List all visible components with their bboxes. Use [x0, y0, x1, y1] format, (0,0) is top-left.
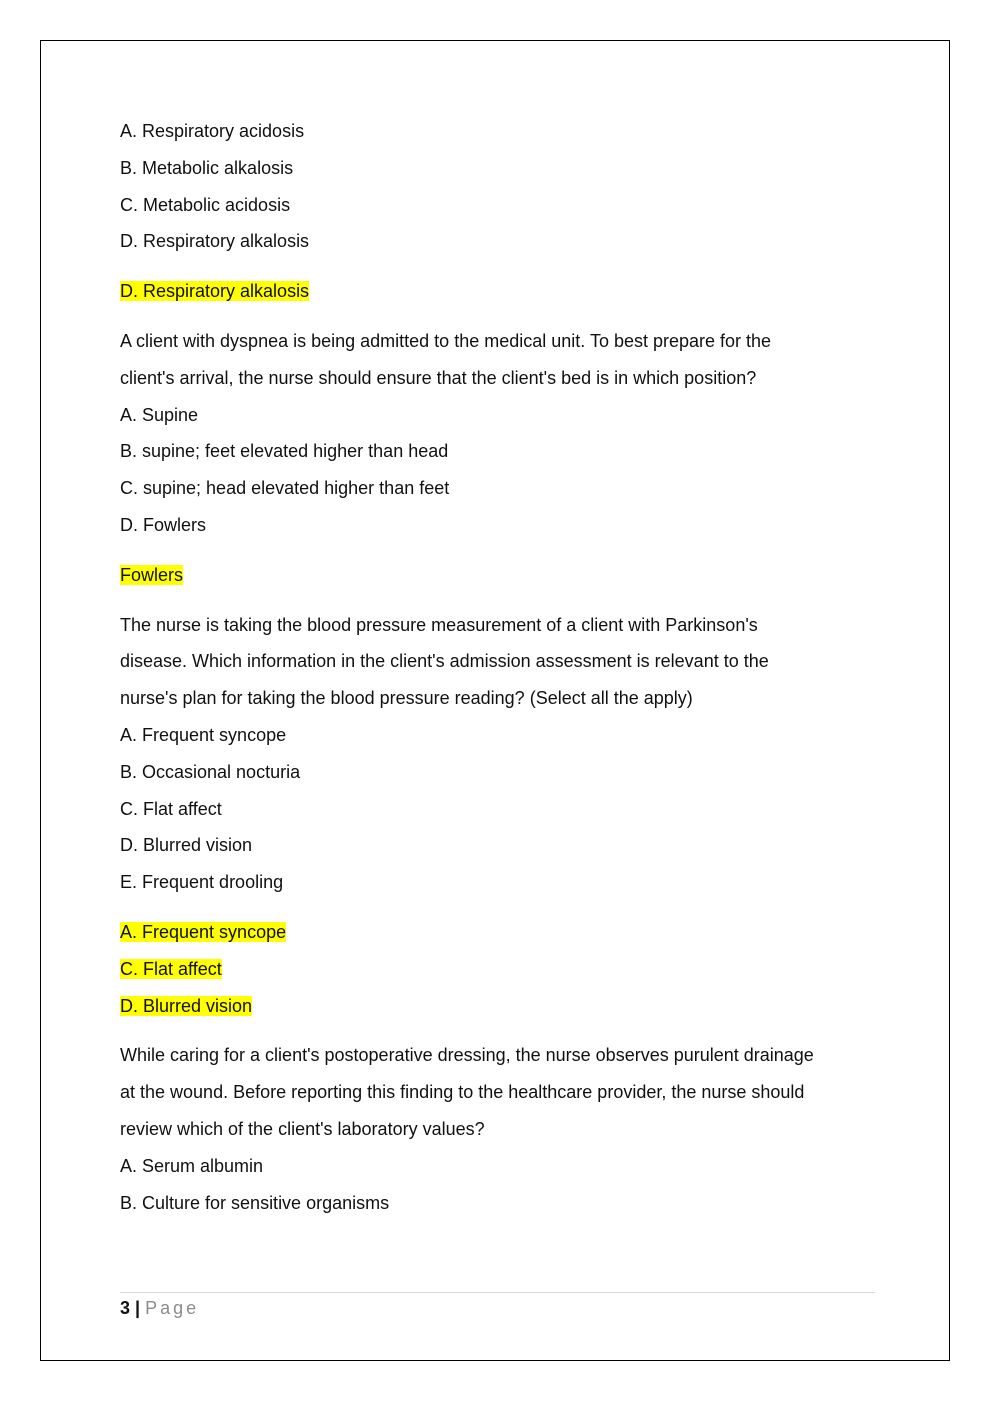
highlighted-answer-line: [120, 917, 880, 954]
line-text: disease. Which information in the client's admission assessment is relevant to the: [120, 651, 769, 672]
highlighted-answer-line: [120, 954, 880, 991]
line-text: at the wound. Before reporting this finding to the healthcare provider, the nurse should: [120, 1082, 805, 1103]
text-line: [120, 510, 880, 547]
document-body: [120, 116, 880, 1224]
text-line: [120, 116, 880, 153]
line-text: D. Respiratory alkalosis: [120, 231, 310, 252]
line-text: C. Metabolic acidosis: [120, 194, 291, 215]
line-text: A client with dyspnea is being admitted to the medical unit. To best prepare for the: [120, 330, 772, 351]
footer-separator: |: [135, 1298, 141, 1318]
line-text: B. Metabolic alkalosis: [120, 157, 294, 178]
line-text: A. Frequent syncope: [120, 724, 287, 745]
highlighted-answer-line: [120, 276, 880, 313]
answer-text: A. Frequent syncope: [120, 921, 287, 942]
text-line: [120, 153, 880, 190]
line-text: C. Flat affect: [120, 798, 222, 819]
paragraph-spacer: [120, 597, 880, 610]
text-line: [120, 363, 880, 400]
line-text: B. Occasional nocturia: [120, 761, 301, 782]
answer-text: C. Flat affect: [120, 958, 222, 979]
line-text: E. Frequent drooling: [120, 872, 284, 893]
text-line: [120, 1188, 880, 1225]
paragraph-spacer: [120, 263, 880, 276]
line-text: The nurse is taking the blood pressure measurement of a client with Parkinson's: [120, 614, 758, 635]
text-line: [120, 326, 880, 363]
line-text: A. Serum albumin: [120, 1155, 264, 1176]
answer-text: D. Blurred vision: [120, 995, 253, 1016]
page-label: Page: [145, 1298, 200, 1318]
text-line: [120, 473, 880, 510]
line-text: D. Fowlers: [120, 514, 207, 535]
line-text: B. supine; feet elevated higher than head: [120, 441, 449, 462]
text-line: [120, 683, 880, 720]
page-footer: [120, 1296, 199, 1320]
line-text: review which of the client's laboratory values?: [120, 1118, 485, 1139]
footer-divider: [120, 1292, 875, 1293]
text-line: [120, 1077, 880, 1114]
line-text: A. Respiratory acidosis: [120, 121, 305, 141]
line-text: C. supine; head elevated higher than feet: [120, 478, 450, 499]
answer-text: Fowlers: [120, 564, 184, 585]
text-line: [120, 400, 880, 437]
line-text: D. Blurred vision: [120, 835, 253, 856]
paragraph-spacer: [120, 313, 880, 326]
text-line: [120, 226, 880, 263]
highlighted-answer-line: [120, 991, 880, 1028]
line-text: While caring for a client's postoperative dressing, the nurse observes purulent drainage: [120, 1045, 814, 1066]
paragraph-spacer: [120, 904, 880, 917]
paragraph-spacer: [120, 547, 880, 560]
line-text: A. Supine: [120, 404, 199, 425]
answer-text: D. Respiratory alkalosis: [120, 281, 310, 302]
text-line: [120, 867, 880, 904]
page-number: 3: [120, 1298, 131, 1318]
text-line: [120, 646, 880, 683]
text-line: [120, 720, 880, 757]
text-line: [120, 1114, 880, 1151]
paragraph-spacer: [120, 1027, 880, 1040]
text-line: [120, 610, 880, 647]
line-text: client's arrival, the nurse should ensure that the client's bed is in which position?: [120, 367, 757, 388]
text-line: [120, 190, 880, 227]
text-line: [120, 830, 880, 867]
text-line: [120, 794, 880, 831]
text-line: [120, 1151, 880, 1188]
line-text: B. Culture for sensitive organisms: [120, 1192, 390, 1213]
text-line: [120, 1040, 880, 1077]
line-text: nurse's plan for taking the blood pressure reading? (Select all the apply): [120, 688, 693, 709]
highlighted-answer-line: [120, 560, 880, 597]
text-line: [120, 436, 880, 473]
text-line: [120, 757, 880, 794]
